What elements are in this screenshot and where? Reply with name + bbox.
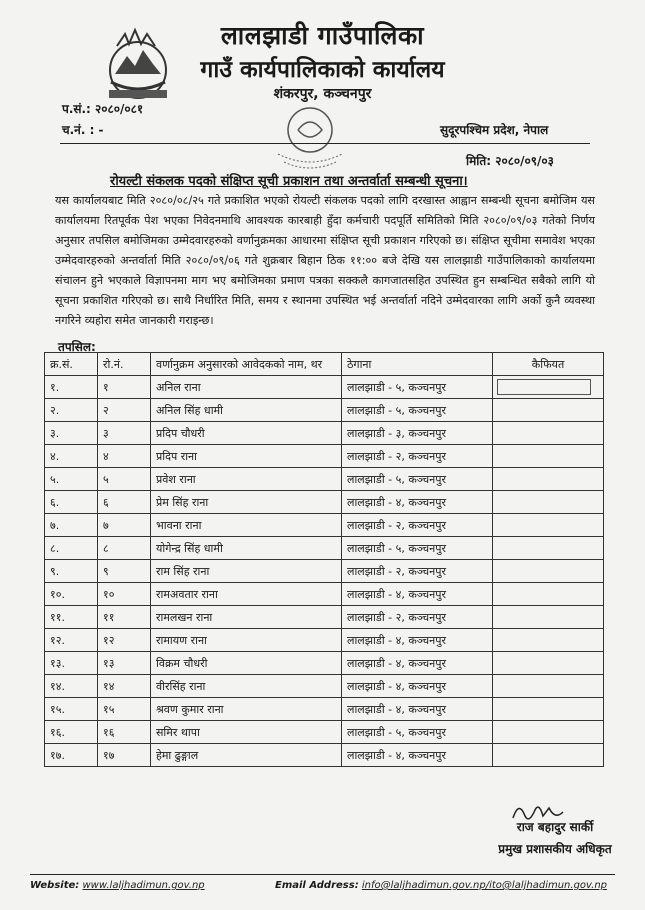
row-address: लालझाडी - ४, कञ्चनपुर (342, 698, 493, 721)
row-address: लालझाडी - २, कञ्चनपुर (342, 560, 493, 583)
row-address: लालझाडी - ४, कञ्चनपुर (342, 652, 493, 675)
row-remarks (493, 399, 604, 422)
row-serial: १६. (45, 721, 98, 744)
row-address: लालझाडी - ४, कञ्चनपुर (342, 583, 493, 606)
table-row (45, 422, 604, 445)
row-serial: १५. (45, 698, 98, 721)
signatory-name: राज बहादुर सार्की (516, 820, 594, 834)
table-row (45, 606, 604, 629)
table-row (45, 514, 604, 537)
row-address: लालझाडी - ५, कञ्चनपुर (342, 721, 493, 744)
row-address: लालझाडी - ४, कञ्चनपुर (342, 675, 493, 698)
row-name: श्रवण कुमार राना (151, 698, 342, 721)
row-name: योगेन्द्र सिंह धामी (151, 537, 342, 560)
row-remarks (493, 537, 604, 560)
row-address: लालझाडी - ४, कञ्चनपुर (342, 629, 493, 652)
row-serial: ७. (45, 514, 98, 537)
row-serial: १२. (45, 629, 98, 652)
row-roll: १४ (98, 675, 151, 698)
row-remarks (493, 675, 604, 698)
row-serial: ८. (45, 537, 98, 560)
row-name: प्रेम सिंह राना (151, 491, 342, 514)
row-address: लालझाडी - ५, कञ्चनपुर (342, 399, 493, 422)
row-name: विक्रम चौधरी (151, 652, 342, 675)
col-header-address: ठेगाना (342, 353, 493, 376)
row-roll: ९ (98, 560, 151, 583)
row-remarks (493, 376, 604, 399)
row-name: रामायण राना (151, 629, 342, 652)
row-serial: १. (45, 376, 98, 399)
row-address: लालझाडी - ५, कञ्चनपुर (342, 537, 493, 560)
table-row (45, 698, 604, 721)
row-name: प्रदिप चौधरी (151, 422, 342, 445)
row-remarks (493, 652, 604, 675)
row-serial: १३. (45, 652, 98, 675)
row-address: लालझाडी - २, कञ्चनपुर (342, 514, 493, 537)
row-remarks (493, 629, 604, 652)
schedule-label: तपसिल: (58, 340, 96, 354)
row-serial: ११. (45, 606, 98, 629)
col-header-serial: क्र.सं. (45, 353, 98, 376)
row-name: अनिल राना (151, 376, 342, 399)
row-roll: २ (98, 399, 151, 422)
candidate-table (44, 352, 604, 767)
row-serial: १०. (45, 583, 98, 606)
table-row (45, 445, 604, 468)
header-divider (60, 143, 590, 144)
row-address: लालझाडी - ३, कञ्चनपुर (342, 422, 493, 445)
row-name: समिर थापा (151, 721, 342, 744)
row-serial: ६. (45, 491, 98, 514)
row-address: लालझाडी - ४, कञ्चनपुर (342, 491, 493, 514)
row-remarks (493, 744, 604, 767)
row-roll: १३ (98, 652, 151, 675)
col-header-remarks: कैफियत (493, 353, 604, 376)
row-roll: १२ (98, 629, 151, 652)
row-address: लालझाडी - २, कञ्चनपुर (342, 445, 493, 468)
row-remarks (493, 721, 604, 744)
footer-website (30, 880, 205, 891)
row-serial: २. (45, 399, 98, 422)
row-remarks (493, 583, 604, 606)
row-address: लालझाडी - ५, कञ्चनपुर (342, 376, 493, 399)
signatory-designation: प्रमुख प्रशासकीय अधिकृत (498, 842, 612, 856)
office-address: शंकरपुर, कञ्चनपुर (273, 86, 372, 102)
row-name: हेमा ढुङ्गाल (151, 744, 342, 767)
row-roll: १७ (98, 744, 151, 767)
dispatch-number: च.नं. : - (62, 123, 104, 137)
row-remarks (493, 491, 604, 514)
office-title: गाउँ कार्यपालिकाको कार्यालय (200, 57, 445, 83)
row-address: लालझाडी - ४, कञ्चनपुर (342, 744, 493, 767)
row-roll: १ (98, 376, 151, 399)
table-row (45, 491, 604, 514)
row-name: प्रदिप राना (151, 445, 342, 468)
row-address: लालझाडी - ५, कञ्चनपुर (342, 468, 493, 491)
row-roll: ११ (98, 606, 151, 629)
table-row (45, 399, 604, 422)
row-address: लालझाडी - २, कञ्चनपुर (342, 606, 493, 629)
row-roll: १५ (98, 698, 151, 721)
row-roll: ४ (98, 445, 151, 468)
row-remarks (493, 698, 604, 721)
row-serial: १४. (45, 675, 98, 698)
office-seal-icon (268, 100, 352, 170)
row-name: रामअवतार राना (151, 583, 342, 606)
row-remarks (493, 422, 604, 445)
remarks-box (497, 379, 591, 395)
table-row (45, 583, 604, 606)
col-header-roll: रो.नं. (98, 353, 151, 376)
row-serial: ३. (45, 422, 98, 445)
row-roll: १० (98, 583, 151, 606)
row-name: वीरसिंह राना (151, 675, 342, 698)
row-serial: ५. (45, 468, 98, 491)
row-remarks (493, 560, 604, 583)
table-header-row (45, 353, 604, 376)
table-row (45, 376, 604, 399)
row-roll: ६ (98, 491, 151, 514)
row-roll: १६ (98, 721, 151, 744)
table-row (45, 560, 604, 583)
row-name: भावना राना (151, 514, 342, 537)
website-label: Website: (30, 880, 80, 891)
row-remarks (493, 445, 604, 468)
website-link[interactable]: www.laljhadimun.gov.np (82, 880, 205, 891)
row-name: राम सिंह राना (151, 560, 342, 583)
row-roll: ५ (98, 468, 151, 491)
row-serial: ४. (45, 445, 98, 468)
footer-email (275, 880, 607, 891)
row-remarks (493, 606, 604, 629)
footer-divider (30, 874, 615, 875)
row-remarks (493, 468, 604, 491)
row-serial: १७. (45, 744, 98, 767)
email-link[interactable]: info@laljhadimun.gov.np/ito@laljhadimun.gov.np (361, 880, 607, 891)
table-row (45, 652, 604, 675)
table-row (45, 468, 604, 491)
row-roll: ८ (98, 537, 151, 560)
signatory-block (470, 816, 640, 860)
row-roll: ७ (98, 514, 151, 537)
notice-date: मिति: २०८०/०९/०३ (466, 154, 554, 168)
row-name: अनिल सिंह धामी (151, 399, 342, 422)
table-row (45, 675, 604, 698)
municipality-title: लालझाडी गाउँपालिका (220, 21, 425, 50)
col-header-name: वर्णानुक्रम अनुसारको आवेदकको नाम, थर (151, 353, 342, 376)
row-name: प्रवेश राना (151, 468, 342, 491)
table-row (45, 629, 604, 652)
letter-number: प.सं.: २०८०/०८१ (62, 102, 144, 116)
notice-subject: रोयल्टी संकलक पदको संक्षिप्त सूची प्रकाशन तथा अन्तर्वार्ता सम्बन्धी सूचना। (110, 174, 468, 189)
notice-body: यस कार्यालयबाट मिति २०८०/०८/२५ गते प्रकाशित भएको रोयल्टी संकलक पदको लागि दरखास्त आह्वान सम्बन्धी सूचना बमोजिम यस कार्यालयमा रितपूर्वक पेश भएका निवेदनमाथि आवश्यक कारबाही हुँदा कर्मचारी पदपूर्ति समितिको मिति २०८०/०९/०३ गतेको निर्णय अनुसार तपसिल बमोजिमका उम्मेदवारहरुको वर्णानुक्रमका आधारमा संक्षिप्त सूची प्रकाशन गरिएको छ। संक्षिप्त सूचीमा समावेश भएका उम्मेदवारहरुको अन्तर्वार्ता मिति २०८०/०९/०६ गते शुक्रबार बिहान ठिक ११:०० बजे देखि यस लालझाडी गाउँपालिकाको कार्यालयमा संचालन हुने भएकाले विज्ञापनमा माग भए बमोजिमका प्रमाण पत्रका सक्कलै कागजातसहित उपस्थित हुन सम्बन्धित सबैको लागि यो सूचना प्रकाशित गरिएको छ। साथै निर्धारित मिति, समय र स्थानमा उपस्थित भई अन्तर्वार्ता नदिने उम्मेदवारका लागि अर्को कुनै व्यवस्था नगरिने व्यहोरा समेत जानकारी गराइन्छ। (55, 194, 595, 327)
row-roll: ३ (98, 422, 151, 445)
table-row (45, 537, 604, 560)
table-row (45, 721, 604, 744)
row-serial: ९. (45, 560, 98, 583)
table-row (45, 744, 604, 767)
row-remarks (493, 514, 604, 537)
email-label: Email Address: (275, 880, 359, 891)
row-name: रामलखन राना (151, 606, 342, 629)
province-name: सुदूरपश्चिम प्रदेश, नेपाल (440, 123, 549, 137)
